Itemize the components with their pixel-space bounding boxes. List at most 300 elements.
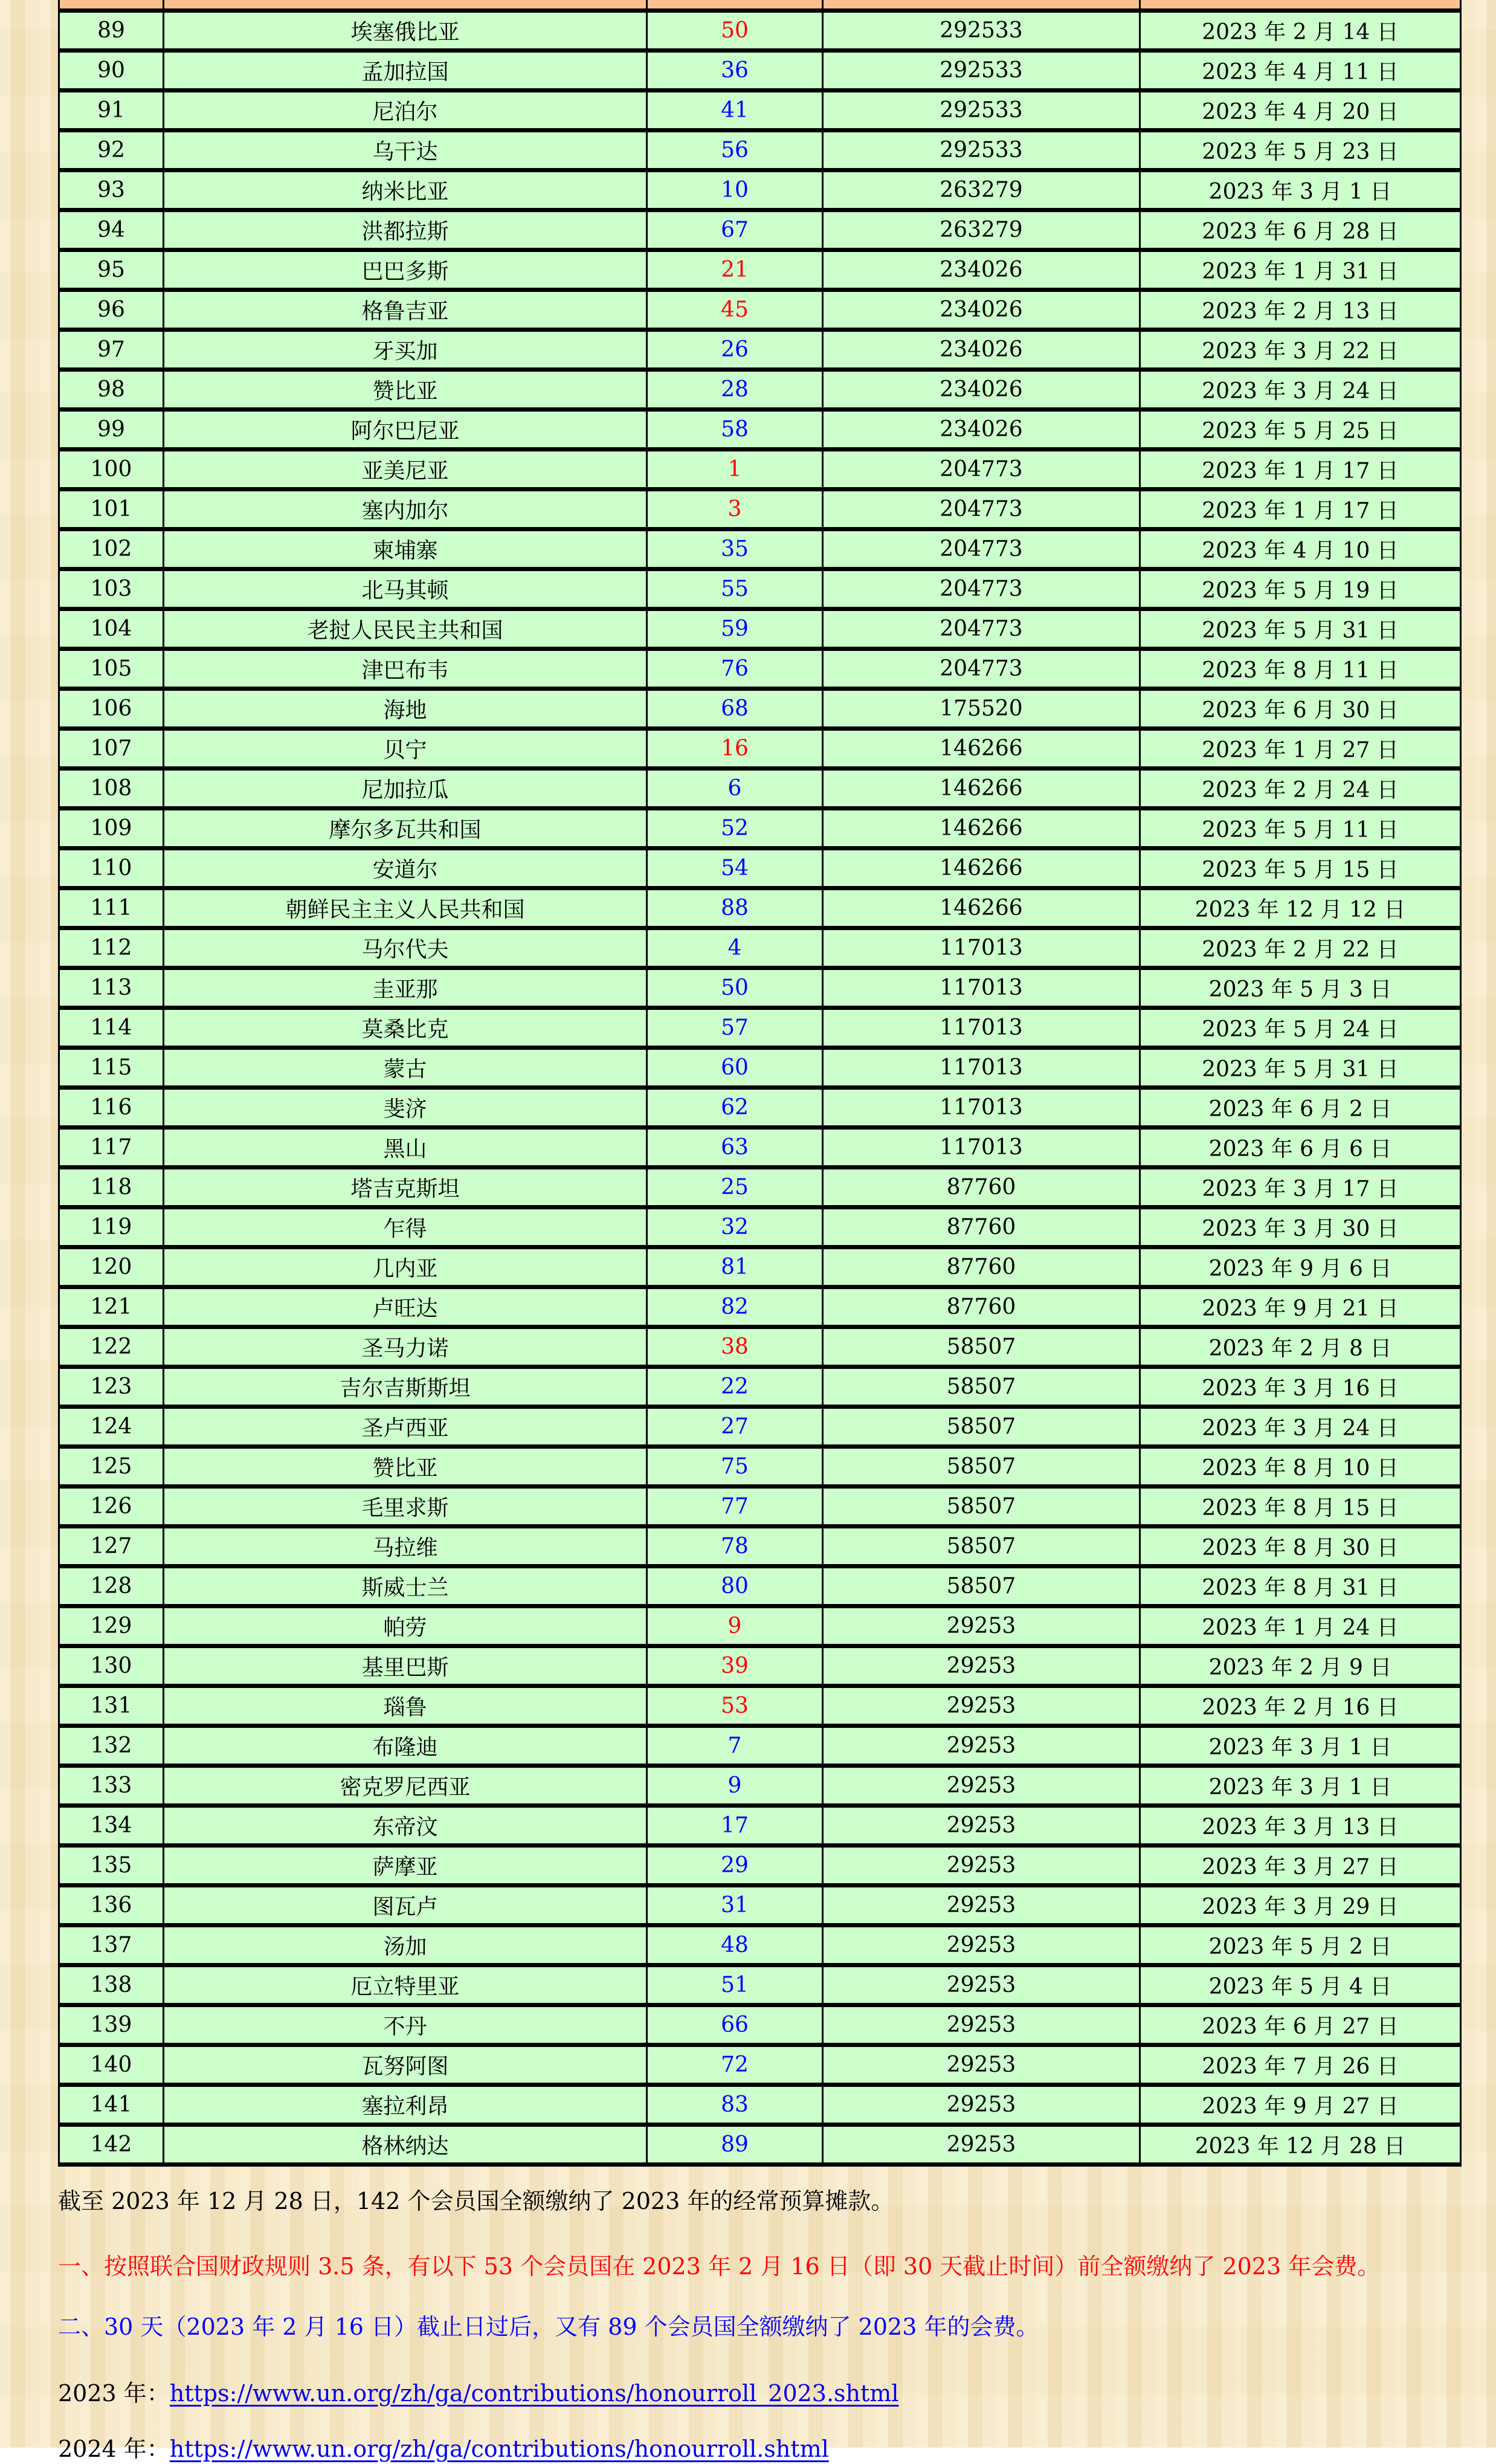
order-cell: 88 [647,888,823,928]
amount-cell: 29253 [823,1846,1140,1886]
rank-cell: 95 [59,250,164,290]
rank-cell: 108 [59,769,164,809]
table-row [59,1686,1461,1726]
rank-cell: 113 [59,968,164,1008]
date-cell: 2023 年 3 月 1 日 [1140,1726,1461,1766]
rank-cell: 104 [59,609,164,649]
date-cell: 2023 年 4 月 11 日 [1140,51,1461,91]
rank-cell: 136 [59,1886,164,1926]
country-cell: 黑山 [164,1128,647,1168]
amount-cell: 204773 [823,490,1140,529]
rank-cell: 99 [59,410,164,450]
order-cell: 28 [647,370,823,410]
partial-previous-row [59,0,1461,11]
order-cell: 62 [647,1088,823,1128]
rank-cell: 124 [59,1407,164,1447]
order-cell: 77 [647,1487,823,1527]
rank-cell: 122 [59,1327,164,1367]
country-cell: 马拉维 [164,1527,647,1567]
amount-cell: 292533 [823,11,1140,51]
date-cell: 2023 年 5 月 25 日 [1140,410,1461,450]
amount-cell: 117013 [823,1008,1140,1048]
country-cell: 纳米比亚 [164,170,647,210]
table-row [59,1487,1461,1527]
order-cell: 3 [647,490,823,529]
table-row [59,1088,1461,1128]
country-cell: 布隆迪 [164,1726,647,1766]
amount-cell: 292533 [823,51,1140,91]
table-row [59,1726,1461,1766]
partial-cell [647,0,823,11]
order-cell: 21 [647,250,823,290]
amount-cell: 58507 [823,1487,1140,1527]
country-cell: 圣马力诺 [164,1327,647,1367]
country-cell: 几内亚 [164,1247,647,1287]
order-cell: 17 [647,1806,823,1846]
order-cell: 60 [647,1048,823,1088]
order-cell: 4 [647,928,823,968]
table-row [59,2125,1461,2165]
honour-roll-table [58,0,1462,2167]
date-cell: 2023 年 2 月 13 日 [1140,290,1461,330]
partial-cell [1140,0,1461,11]
country-cell: 萨摩亚 [164,1846,647,1886]
amount-cell: 146266 [823,809,1140,849]
table-row [59,609,1461,649]
summary-line: 截至 2023 年 12 月 28 日，142 个会员国全额缴纳了 2023 年的经常预算摊款。 [58,2188,894,2214]
table-row [59,1367,1461,1407]
order-cell: 54 [647,849,823,888]
table-row [59,569,1461,609]
country-cell: 密克罗尼西亚 [164,1766,647,1806]
country-cell: 摩尔多瓦共和国 [164,809,647,849]
amount-cell: 234026 [823,370,1140,410]
country-cell: 卢旺达 [164,1287,647,1327]
order-cell: 50 [647,11,823,51]
country-cell: 赞比亚 [164,370,647,410]
rank-cell: 115 [59,1048,164,1088]
rank-cell: 131 [59,1686,164,1726]
table-row [59,91,1461,131]
rank-cell: 137 [59,1926,164,1965]
table-row [59,1287,1461,1327]
date-cell: 2023 年 6 月 2 日 [1140,1088,1461,1128]
date-cell: 2023 年 2 月 22 日 [1140,928,1461,968]
table-row [59,1168,1461,1208]
order-cell: 72 [647,2045,823,2085]
rank-cell: 127 [59,1527,164,1567]
amount-cell: 29253 [823,2005,1140,2045]
table-row [59,490,1461,529]
table-row [59,1646,1461,1686]
country-cell: 斐济 [164,1088,647,1128]
rank-cell: 140 [59,2045,164,2085]
country-cell: 尼泊尔 [164,91,647,131]
table-row [59,1527,1461,1567]
rank-cell: 116 [59,1088,164,1128]
order-cell: 10 [647,170,823,210]
table-row [59,2085,1461,2125]
country-cell: 瓦努阿图 [164,2045,647,2085]
country-cell: 乍得 [164,1208,647,1247]
rank-cell: 118 [59,1168,164,1208]
rank-cell: 125 [59,1447,164,1487]
rank-cell: 93 [59,170,164,210]
amount-cell: 117013 [823,1128,1140,1168]
honourroll-2024-link[interactable]: https://www.un.org/zh/ga/contributions/honourroll.shtml [169,2436,829,2462]
amount-cell: 29253 [823,1686,1140,1726]
country-cell: 蒙古 [164,1048,647,1088]
rank-cell: 142 [59,2125,164,2165]
country-cell: 老挝人民民主共和国 [164,609,647,649]
amount-cell: 87760 [823,1247,1140,1287]
date-cell: 2023 年 5 月 23 日 [1140,131,1461,170]
amount-cell: 117013 [823,968,1140,1008]
amount-cell: 29253 [823,1646,1140,1686]
amount-cell: 292533 [823,91,1140,131]
amount-cell: 87760 [823,1168,1140,1208]
date-cell: 2023 年 2 月 9 日 [1140,1646,1461,1686]
order-cell: 76 [647,649,823,689]
table-row [59,410,1461,450]
amount-cell: 29253 [823,1806,1140,1846]
date-cell: 2023 年 8 月 31 日 [1140,1567,1461,1606]
order-cell: 31 [647,1886,823,1926]
date-cell: 2023 年 3 月 17 日 [1140,1168,1461,1208]
note-blue-line: 二、30 天（2023 年 2 月 16 日）截止日过后，又有 89 个会员国全额缴纳了 2023 年的会费。 [58,2314,1039,2340]
date-cell: 2023 年 5 月 31 日 [1140,609,1461,649]
order-cell: 38 [647,1327,823,1367]
country-cell: 洪都拉斯 [164,210,647,250]
order-cell: 1 [647,450,823,490]
amount-cell: 146266 [823,849,1140,888]
partial-cell [823,0,1140,11]
note-red-line: 一、按照联合国财政规则 3.5 条，有以下 53 个会员国在 2023 年 2 月 16 日（即 30 天截止时间）前全额缴纳了 2023 年会费。 [58,2253,1381,2280]
amount-cell: 204773 [823,609,1140,649]
country-cell: 埃塞俄比亚 [164,11,647,51]
rank-cell: 133 [59,1766,164,1806]
rank-cell: 130 [59,1646,164,1686]
amount-cell: 29253 [823,1965,1140,2005]
table-row [59,1886,1461,1926]
country-cell: 不丹 [164,2005,647,2045]
country-cell: 安道尔 [164,849,647,888]
table-row [59,370,1461,410]
country-cell: 帕劳 [164,1606,647,1646]
date-cell: 2023 年 5 月 2 日 [1140,1926,1461,1965]
date-cell: 2023 年 9 月 6 日 [1140,1247,1461,1287]
rank-cell: 138 [59,1965,164,2005]
date-cell: 2023 年 3 月 24 日 [1140,1407,1461,1447]
country-cell: 朝鲜民主主义人民共和国 [164,888,647,928]
rank-cell: 121 [59,1287,164,1327]
order-cell: 55 [647,569,823,609]
amount-cell: 29253 [823,2125,1140,2165]
order-cell: 57 [647,1008,823,1048]
date-cell: 2023 年 1 月 17 日 [1140,450,1461,490]
rank-cell: 111 [59,888,164,928]
order-cell: 80 [647,1567,823,1606]
date-cell: 2023 年 6 月 28 日 [1140,210,1461,250]
date-cell: 2023 年 2 月 24 日 [1140,769,1461,809]
amount-cell: 58507 [823,1527,1140,1567]
date-cell: 2023 年 8 月 10 日 [1140,1447,1461,1487]
table-row [59,1208,1461,1247]
order-cell: 6 [647,769,823,809]
rank-cell: 100 [59,450,164,490]
order-cell: 32 [647,1208,823,1247]
amount-cell: 263279 [823,210,1140,250]
amount-cell: 58507 [823,1367,1140,1407]
footer-notes [58,2186,1460,2464]
table-row [59,888,1461,928]
amount-cell: 29253 [823,1926,1140,1965]
table-row [59,11,1461,51]
country-cell: 尼加拉瓜 [164,769,647,809]
country-cell: 塔吉克斯坦 [164,1168,647,1208]
rank-cell: 91 [59,91,164,131]
country-cell: 亚美尼亚 [164,450,647,490]
order-cell: 9 [647,1766,823,1806]
date-cell: 2023 年 9 月 21 日 [1140,1287,1461,1327]
order-cell: 63 [647,1128,823,1168]
amount-cell: 58507 [823,1327,1140,1367]
date-cell: 2023 年 5 月 15 日 [1140,849,1461,888]
rank-cell: 120 [59,1247,164,1287]
date-cell: 2023 年 5 月 19 日 [1140,569,1461,609]
order-cell: 67 [647,210,823,250]
date-cell: 2023 年 3 月 30 日 [1140,1208,1461,1247]
date-cell: 2023 年 5 月 31 日 [1140,1048,1461,1088]
table-row [59,1327,1461,1367]
table-row [59,51,1461,91]
partial-cell [164,0,647,11]
rank-cell: 89 [59,11,164,51]
rank-cell: 134 [59,1806,164,1846]
honourroll-2023-link[interactable]: https://www.un.org/zh/ga/contributions/honourroll_2023.shtml [169,2380,899,2407]
table-row [59,849,1461,888]
order-cell: 50 [647,968,823,1008]
country-cell: 孟加拉国 [164,51,647,91]
date-cell: 2023 年 3 月 13 日 [1140,1806,1461,1846]
order-cell: 29 [647,1846,823,1886]
country-cell: 牙买加 [164,330,647,370]
date-cell: 2023 年 9 月 27 日 [1140,2085,1461,2125]
table-row [59,529,1461,569]
country-cell: 格鲁吉亚 [164,290,647,330]
table-row [59,250,1461,290]
table-row [59,769,1461,809]
date-cell: 2023 年 3 月 27 日 [1140,1846,1461,1886]
date-cell: 2023 年 1 月 24 日 [1140,1606,1461,1646]
amount-cell: 234026 [823,290,1140,330]
country-cell: 厄立特里亚 [164,1965,647,2005]
table-row [59,2045,1461,2085]
table-row [59,290,1461,330]
date-cell: 2023 年 8 月 30 日 [1140,1527,1461,1567]
date-cell: 2023 年 3 月 22 日 [1140,330,1461,370]
table-row [59,1926,1461,1965]
order-cell: 53 [647,1686,823,1726]
rank-cell: 126 [59,1487,164,1527]
amount-cell: 29253 [823,2045,1140,2085]
amount-cell: 87760 [823,1208,1140,1247]
amount-cell: 204773 [823,529,1140,569]
country-cell: 斯威士兰 [164,1567,647,1606]
date-cell: 2023 年 12 月 28 日 [1140,2125,1461,2165]
table-row [59,928,1461,968]
rank-cell: 102 [59,529,164,569]
link-label-2024: 2024 年： [58,2436,170,2462]
amount-cell: 58507 [823,1407,1140,1447]
amount-cell: 146266 [823,729,1140,769]
order-cell: 75 [647,1447,823,1487]
date-cell: 2023 年 6 月 27 日 [1140,2005,1461,2045]
country-cell: 毛里求斯 [164,1487,647,1527]
order-cell: 35 [647,529,823,569]
table-row [59,689,1461,729]
date-cell: 2023 年 5 月 24 日 [1140,1008,1461,1048]
date-cell: 2023 年 5 月 3 日 [1140,968,1461,1008]
amount-cell: 204773 [823,450,1140,490]
table-row [59,729,1461,769]
rank-cell: 129 [59,1606,164,1646]
date-cell: 2023 年 6 月 6 日 [1140,1128,1461,1168]
amount-cell: 58507 [823,1447,1140,1487]
order-cell: 25 [647,1168,823,1208]
rank-cell: 110 [59,849,164,888]
amount-cell: 87760 [823,1287,1140,1327]
amount-cell: 117013 [823,928,1140,968]
table-row [59,210,1461,250]
rank-cell: 114 [59,1008,164,1048]
country-cell: 阿尔巴尼亚 [164,410,647,450]
table-row [59,1806,1461,1846]
rank-cell: 141 [59,2085,164,2125]
rank-cell: 94 [59,210,164,250]
rank-cell: 90 [59,51,164,91]
table-row [59,170,1461,210]
rank-cell: 107 [59,729,164,769]
date-cell: 2023 年 1 月 27 日 [1140,729,1461,769]
date-cell: 2023 年 6 月 30 日 [1140,689,1461,729]
rank-cell: 139 [59,2005,164,2045]
rank-cell: 119 [59,1208,164,1247]
rank-cell: 98 [59,370,164,410]
amount-cell: 146266 [823,769,1140,809]
amount-cell: 175520 [823,689,1140,729]
order-cell: 58 [647,410,823,450]
order-cell: 52 [647,809,823,849]
table-row [59,1766,1461,1806]
country-cell: 北马其顿 [164,569,647,609]
rank-cell: 92 [59,131,164,170]
country-cell: 乌干达 [164,131,647,170]
amount-cell: 117013 [823,1048,1140,1088]
country-cell: 格林纳达 [164,2125,647,2165]
amount-cell: 204773 [823,649,1140,689]
order-cell: 51 [647,1965,823,2005]
rank-cell: 109 [59,809,164,849]
order-cell: 81 [647,1247,823,1287]
table-row [59,450,1461,490]
amount-cell: 234026 [823,410,1140,450]
date-cell: 2023 年 2 月 14 日 [1140,11,1461,51]
amount-cell: 117013 [823,1088,1140,1128]
date-cell: 2023 年 3 月 24 日 [1140,370,1461,410]
date-cell: 2023 年 5 月 11 日 [1140,809,1461,849]
order-cell: 68 [647,689,823,729]
table-row [59,1567,1461,1606]
rank-cell: 112 [59,928,164,968]
order-cell: 16 [647,729,823,769]
order-cell: 56 [647,131,823,170]
country-cell: 东帝汶 [164,1806,647,1846]
rank-cell: 132 [59,1726,164,1766]
order-cell: 83 [647,2085,823,2125]
rank-cell: 128 [59,1567,164,1606]
date-cell: 2023 年 1 月 31 日 [1140,250,1461,290]
date-cell: 2023 年 7 月 26 日 [1140,2045,1461,2085]
country-cell: 贝宁 [164,729,647,769]
amount-cell: 29253 [823,1726,1140,1766]
country-cell: 吉尔吉斯斯坦 [164,1367,647,1407]
table-row [59,1606,1461,1646]
order-cell: 22 [647,1367,823,1407]
table-row [59,809,1461,849]
table-row [59,1407,1461,1447]
country-cell: 塞内加尔 [164,490,647,529]
rank-cell: 105 [59,649,164,689]
date-cell: 2023 年 3 月 29 日 [1140,1886,1461,1926]
rank-cell: 101 [59,490,164,529]
order-cell: 45 [647,290,823,330]
amount-cell: 292533 [823,131,1140,170]
country-cell: 马尔代夫 [164,928,647,968]
date-cell: 2023 年 12 月 12 日 [1140,888,1461,928]
rank-cell: 103 [59,569,164,609]
date-cell: 2023 年 8 月 11 日 [1140,649,1461,689]
rank-cell: 123 [59,1367,164,1407]
country-cell: 圣卢西亚 [164,1407,647,1447]
table-row [59,2005,1461,2045]
table-row [59,1846,1461,1886]
rank-cell: 97 [59,330,164,370]
date-cell: 2023 年 4 月 10 日 [1140,529,1461,569]
rank-cell: 96 [59,290,164,330]
order-cell: 36 [647,51,823,91]
amount-cell: 263279 [823,170,1140,210]
country-cell: 基里巴斯 [164,1646,647,1686]
country-cell: 巴巴多斯 [164,250,647,290]
date-cell: 2023 年 2 月 8 日 [1140,1327,1461,1367]
link-line-2023 [58,2378,1460,2408]
date-cell: 2023 年 5 月 4 日 [1140,1965,1461,2005]
link-label-2023: 2023 年： [58,2380,170,2407]
order-cell: 48 [647,1926,823,1965]
rank-cell: 135 [59,1846,164,1886]
amount-cell: 234026 [823,330,1140,370]
date-cell: 2023 年 3 月 1 日 [1140,1766,1461,1806]
amount-cell: 146266 [823,888,1140,928]
rank-cell: 106 [59,689,164,729]
country-cell: 柬埔寨 [164,529,647,569]
table-row [59,1247,1461,1287]
link-line-2024 [58,2434,1460,2464]
order-cell: 66 [647,2005,823,2045]
table-row [59,1965,1461,2005]
rank-cell: 117 [59,1128,164,1168]
